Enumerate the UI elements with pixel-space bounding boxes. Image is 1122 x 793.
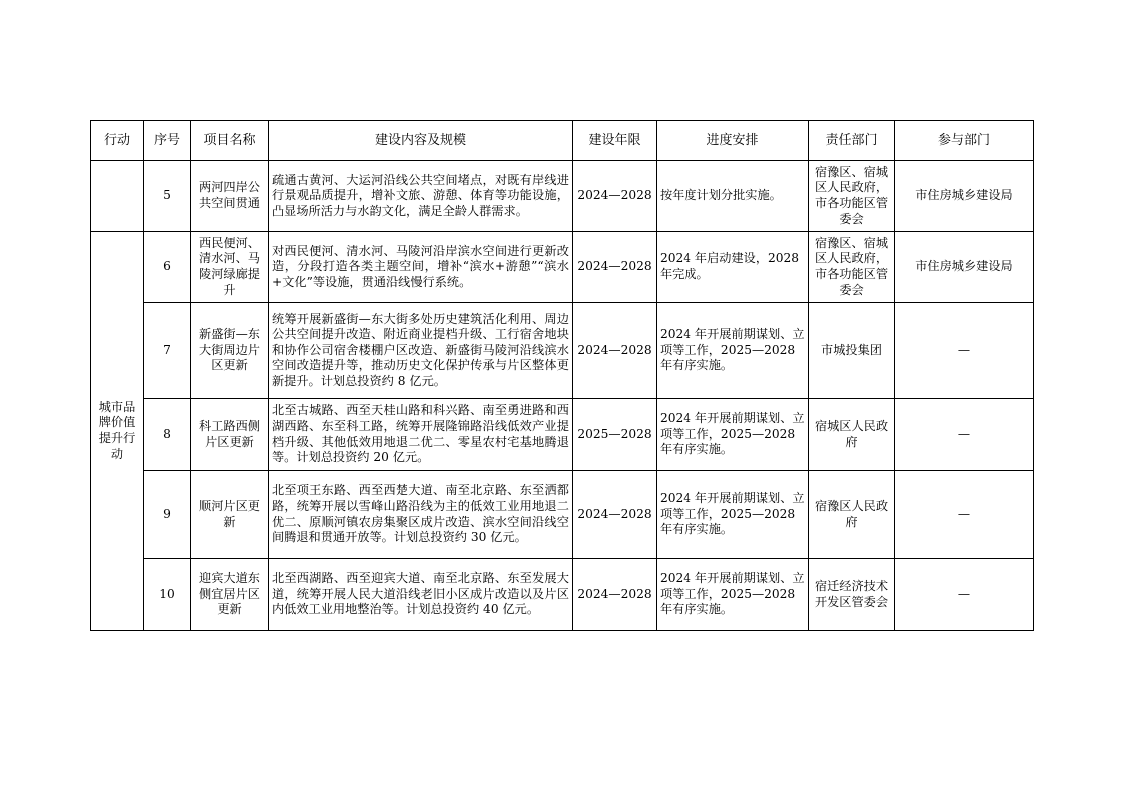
header-content: 建设内容及规模: [269, 121, 573, 161]
content-cell: 北至西湖路、西至迎宾大道、南至北京路、东至发展大道，统筹开展人民大道沿线老旧小区成片改造以及片区内低效工业用地整治等。计划总投资约 40 亿元。: [269, 559, 573, 631]
seq-cell: 7: [144, 303, 191, 399]
project-name-cell: 新盛街—东大街周边片区更新: [191, 303, 269, 399]
period-cell: 2025—2028: [573, 399, 657, 471]
table-row: [91, 559, 1034, 631]
responsible-cell: 宿城区人民政府: [809, 399, 895, 471]
header-seq: 序号: [144, 121, 191, 161]
seq-cell: 5: [144, 161, 191, 232]
period-cell: 2024—2028: [573, 559, 657, 631]
project-name-cell: 顺河片区更新: [191, 471, 269, 559]
participants-cell: —: [895, 471, 1034, 559]
period-cell: 2024—2028: [573, 161, 657, 232]
schedule-cell: 2024 年开展前期谋划、立项等工作，2025—2028 年有序实施。: [657, 471, 809, 559]
participants-cell: —: [895, 559, 1034, 631]
content-cell: 对西民便河、清水河、马陵河沿岸滨水空间进行更新改造，分段打造各类主题空间，增补“滨水+游憩”“滨水+文化”等设施，贯通沿线慢行系统。: [269, 232, 573, 303]
table-row: [91, 232, 1034, 303]
participants-cell: —: [895, 399, 1034, 471]
project-table: [90, 120, 1034, 631]
content-cell: 北至古城路、西至天桂山路和科兴路、南至勇进路和西湖西路、东至科工路，统筹开展隆锦路沿线低效产业提档升级、其他低效用地退二优二、零星农村宅基地腾退等。计划总投资约 20 亿元。: [269, 399, 573, 471]
responsible-cell: 宿豫区、宿城区人民政府，市各功能区管委会: [809, 161, 895, 232]
table-header-row: [91, 121, 1034, 161]
content-cell: 北至项王东路、西至西楚大道、南至北京路、东至洒都路，统筹开展以雪峰山路沿线为主的低效工业用地退二优二、原顺河镇农房集聚区成片改造、滨水空间沿线空间腾退和贯通开放等。计划总投资约 30 亿元。: [269, 471, 573, 559]
header-period: 建设年限: [573, 121, 657, 161]
content-cell: 疏通古黄河、大运河沿线公共空间堵点，对既有岸线进行景观品质提升，增补文旅、游憩、体育等功能设施，凸显场所活力与水韵文化，满足全龄人群需求。: [269, 161, 573, 232]
table-row: [91, 471, 1034, 559]
period-cell: 2024—2028: [573, 303, 657, 399]
table-row: [91, 399, 1034, 471]
schedule-cell: 2024 年开展前期谋划、立项等工作，2025—2028 年有序实施。: [657, 303, 809, 399]
seq-cell: 9: [144, 471, 191, 559]
period-cell: 2024—2028: [573, 471, 657, 559]
project-name-cell: 科工路西侧片区更新: [191, 399, 269, 471]
schedule-cell: 2024 年开展前期谋划、立项等工作，2025—2028 年有序实施。: [657, 399, 809, 471]
responsible-cell: 宿豫区人民政府: [809, 471, 895, 559]
header-name: 项目名称: [191, 121, 269, 161]
action-cell-empty: [91, 161, 144, 232]
participants-cell: 市住房城乡建设局: [895, 232, 1034, 303]
action-group-cell: 城市品牌价值提升行动: [91, 232, 144, 631]
seq-cell: 8: [144, 399, 191, 471]
participants-cell: —: [895, 303, 1034, 399]
responsible-cell: 宿豫区、宿城区人民政府，市各功能区管委会: [809, 232, 895, 303]
seq-cell: 6: [144, 232, 191, 303]
period-cell: 2024—2028: [573, 232, 657, 303]
participants-cell: 市住房城乡建设局: [895, 161, 1034, 232]
header-responsible: 责任部门: [809, 121, 895, 161]
responsible-cell: 市城投集团: [809, 303, 895, 399]
seq-cell: 10: [144, 559, 191, 631]
responsible-cell: 宿迁经济技术开发区管委会: [809, 559, 895, 631]
project-name-cell: 迎宾大道东侧宜居片区更新: [191, 559, 269, 631]
header-action: 行动: [91, 121, 144, 161]
project-name-cell: 西民便河、清水河、马陵河绿廊提升: [191, 232, 269, 303]
header-schedule: 进度安排: [657, 121, 809, 161]
content-cell: 统筹开展新盛街—东大街多处历史建筑活化利用、周边公共空间提升改造、附近商业提档升级、工行宿舍地块和协作公司宿舍楼棚户区改造、新盛街马陵河沿线滨水空间改造提升等，推动历史文化保护传承与片区整体更新提升。计划总投资约 8 亿元。: [269, 303, 573, 399]
table-row: [91, 161, 1034, 232]
schedule-cell: 2024 年启动建设，2028 年完成。: [657, 232, 809, 303]
schedule-cell: 2024 年开展前期谋划、立项等工作，2025—2028 年有序实施。: [657, 559, 809, 631]
project-name-cell: 两河四岸公共空间贯通: [191, 161, 269, 232]
schedule-cell: 按年度计划分批实施。: [657, 161, 809, 232]
table-row: [91, 303, 1034, 399]
header-participants: 参与部门: [895, 121, 1034, 161]
